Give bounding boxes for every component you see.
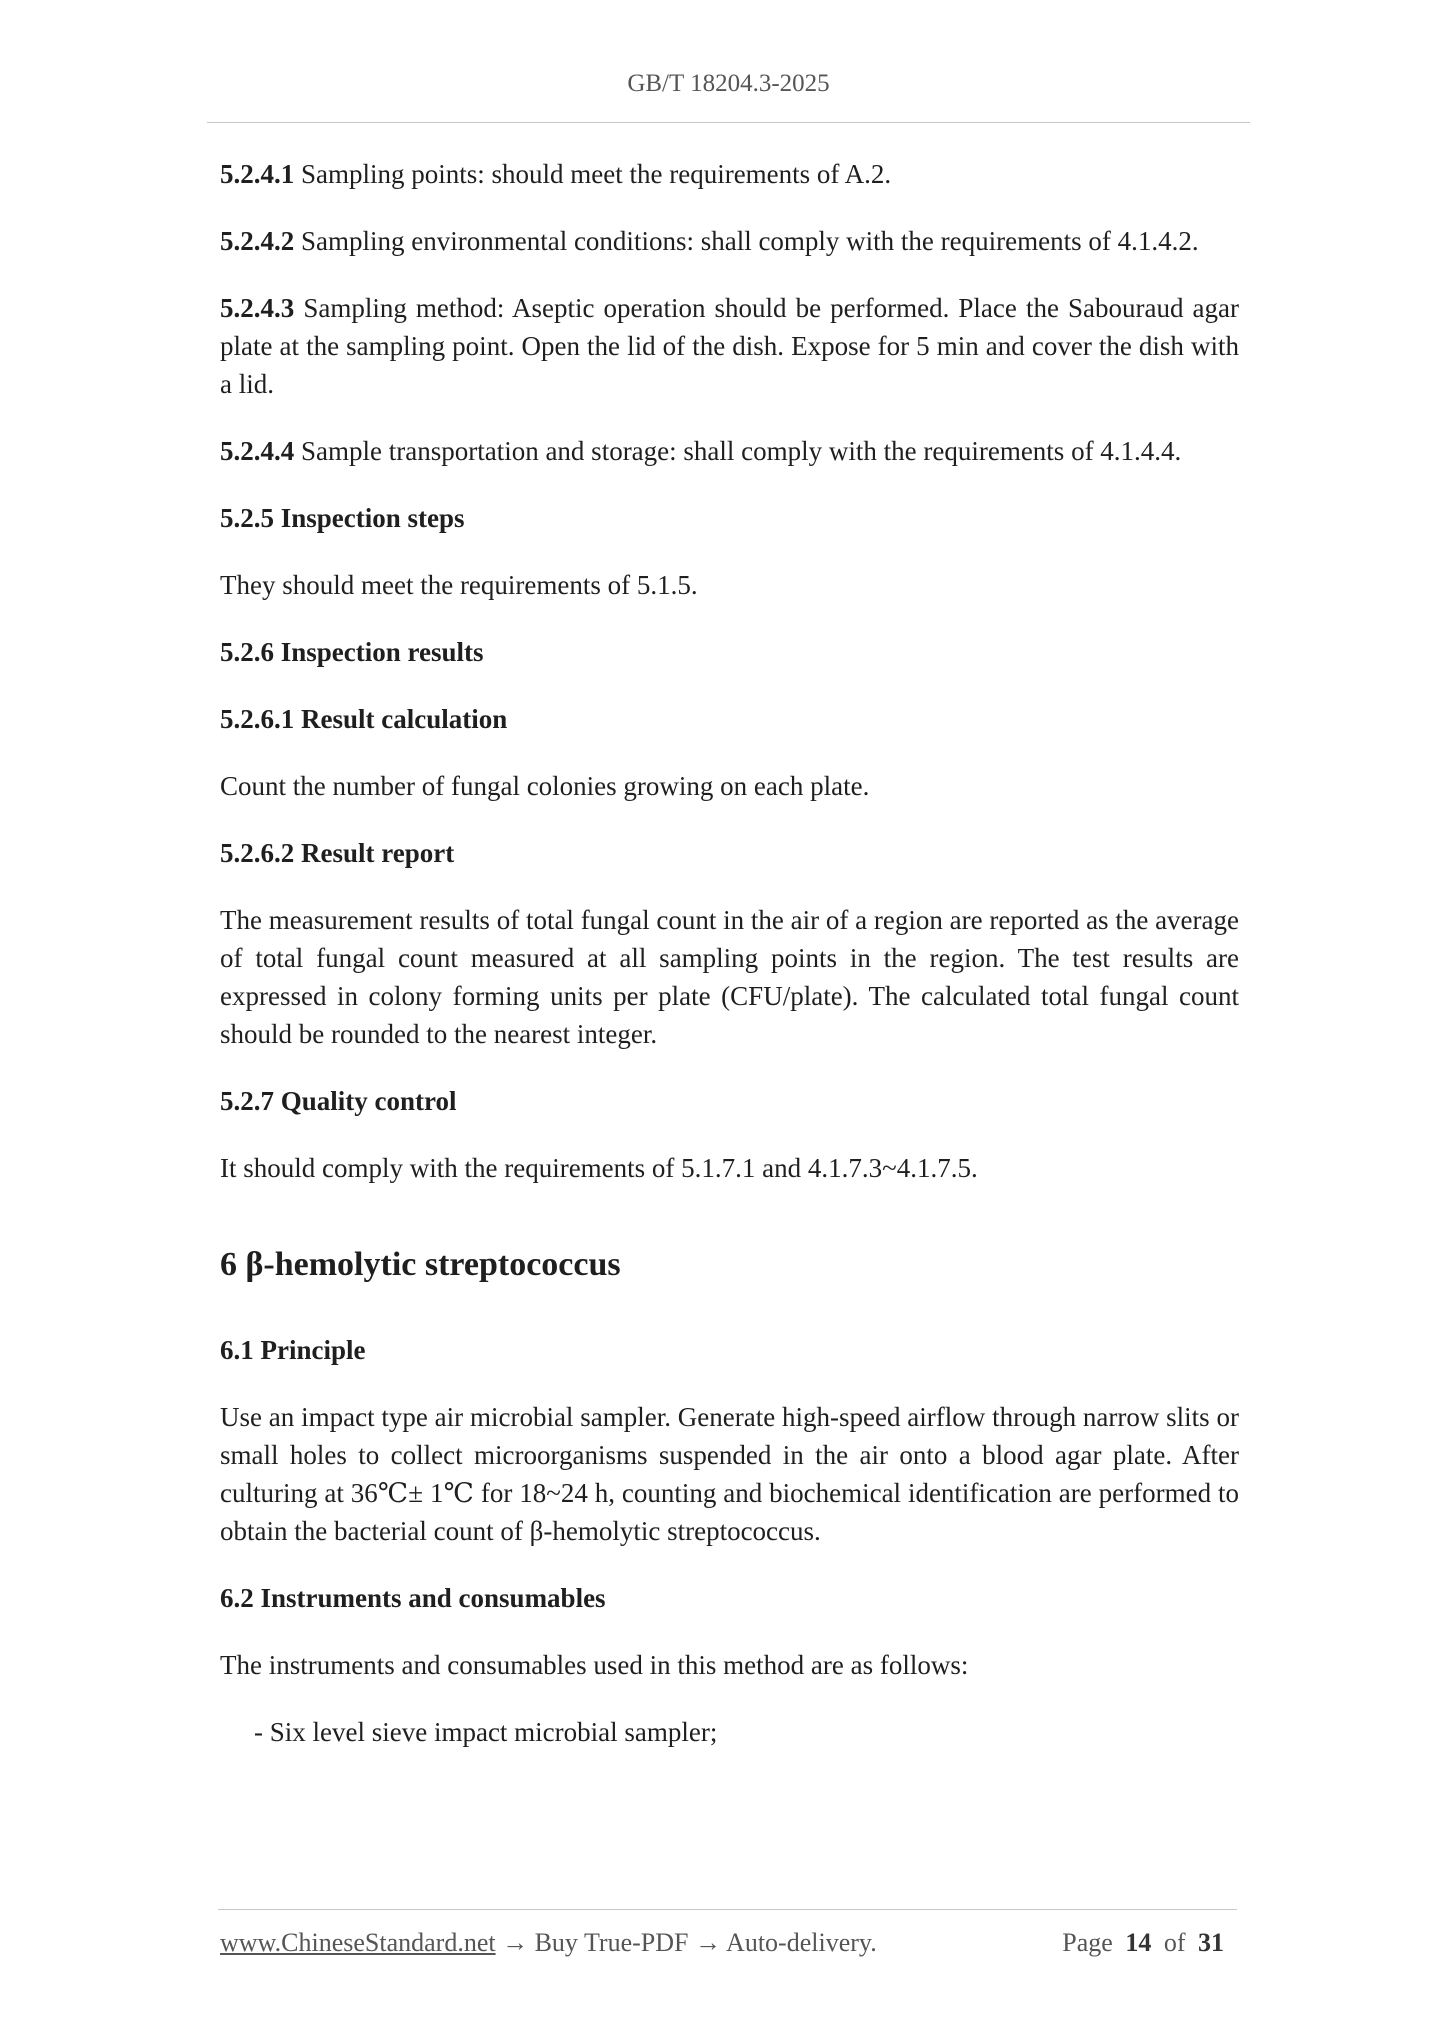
paragraph-5-2-7: It should comply with the requirements of 5.1.7.1 and 4.1.7.3~4.1.7.5. <box>220 1153 978 1183</box>
total-pages: 31 <box>1198 1928 1224 1957</box>
heading-section-6: 6 β-hemolytic streptococcus <box>220 1246 621 1283</box>
of-label: of <box>1163 1928 1186 1957</box>
paragraph-5-2-6-1: Count the number of fungal colonies growing on each plate. <box>220 771 870 801</box>
clause-5-2-4-4 <box>220 432 1239 470</box>
page-footer <box>220 1928 1230 1958</box>
page-number: 14 <box>1125 1928 1152 1957</box>
paragraph-5-2-6-2: The measurement results of total fungal count in the air of a region are reported as the average of total fungal count measured at all sampling points in the region. The test results are expressed in colony forming units per plate (CFU/plate). The calculated total fungal count should be rounded to the nearest integer. <box>220 905 1239 1049</box>
clause-number: 5.2.4.1 <box>220 159 295 189</box>
clause-number: 5.2.4.2 <box>220 226 295 256</box>
heading-6-1: 6.1 Principle <box>220 1335 366 1365</box>
heading-5-2-5: 5.2.5 Inspection steps <box>220 503 465 533</box>
header-divider <box>207 122 1250 123</box>
heading-6-2: 6.2 Instruments and consumables <box>220 1583 606 1613</box>
clause-text: Sampling environmental conditions: shall comply with the requirements of 4.1.4.2. <box>294 226 1199 256</box>
document-body <box>220 155 1239 1780</box>
paragraph-6-1: Use an impact type air microbial sampler. Generate high-speed airflow through narrow slits or small holes to collect microorganisms suspended in the air onto a blood agar plate. After culturing at 36℃± 1℃ for 18~24 h, counting and biochemical identification are performed to obtain the bacterial count of β-hemolytic streptococcus. <box>220 1402 1239 1546</box>
footer-promo <box>220 1928 877 1958</box>
page-header: GB/T 18204.3-2025 <box>627 70 830 97</box>
website-link[interactable]: www.ChineseStandard.net <box>220 1928 496 1957</box>
heading-5-2-6-2: 5.2.6.2 Result report <box>220 838 455 868</box>
clause-5-2-4-1 <box>220 155 1239 193</box>
heading-5-2-6: 5.2.6 Inspection results <box>220 637 484 667</box>
footer-promo-text: → Buy True-PDF → Auto-delivery. <box>495 1928 877 1957</box>
clause-5-2-4-2 <box>220 222 1239 260</box>
clause-text: Sample transportation and storage: shall comply with the requirements of 4.1.4.4. <box>294 436 1182 466</box>
list-item: - Six level sieve impact microbial sampler; <box>254 1717 718 1747</box>
footer-divider <box>218 1909 1237 1910</box>
page-label: Page <box>1062 1928 1113 1957</box>
paragraph-6-2: The instruments and consumables used in this method are as follows: <box>220 1650 969 1680</box>
clause-text: Sampling method: Aseptic operation should be performed. Place the Sabouraud agar plate at the sampling point. Open the lid of the dish. Expose for 5 min and cover the dish with a lid. <box>220 293 1239 399</box>
paragraph-5-2-5: They should meet the requirements of 5.1.5. <box>220 570 698 600</box>
clause-5-2-4-3 <box>220 289 1239 403</box>
clause-text: Sampling points: should meet the requirements of A.2. <box>294 159 892 189</box>
clause-number: 5.2.4.4 <box>220 436 295 466</box>
heading-5-2-6-1: 5.2.6.1 Result calculation <box>220 704 508 734</box>
clause-number: 5.2.4.3 <box>220 293 295 323</box>
page-indicator <box>1062 1928 1230 1958</box>
heading-5-2-7: 5.2.7 Quality control <box>220 1086 457 1116</box>
